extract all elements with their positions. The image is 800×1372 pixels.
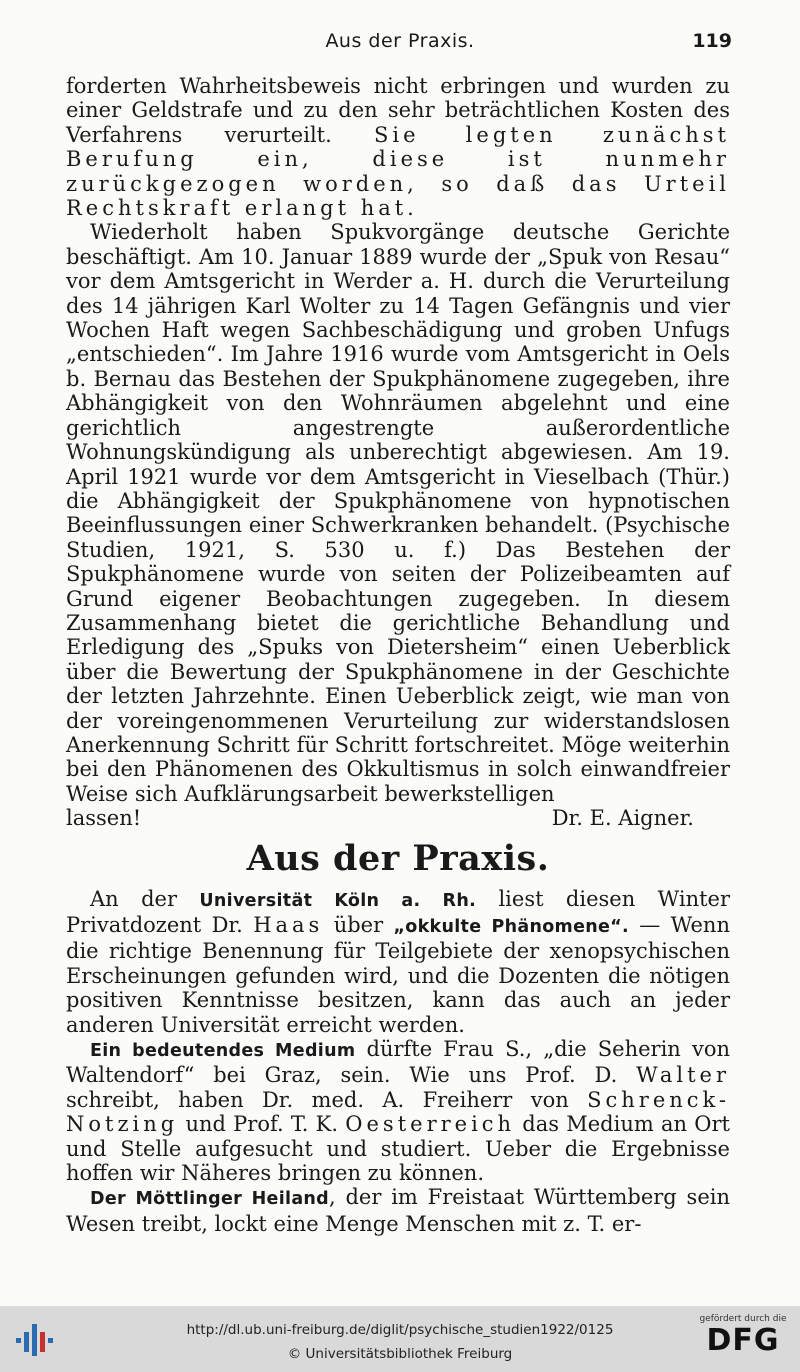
- paragraph-1: [66, 74, 730, 220]
- item2-name-3: Oesterreich: [345, 1112, 516, 1137]
- page-header: [66, 30, 734, 60]
- dfg-logo: [698, 1314, 788, 1358]
- paragraph-2: [66, 220, 730, 806]
- item1-over: über: [333, 913, 384, 937]
- paragraph-1-spaced-text: Sie legten zunächst Berufung ein, diese ist nunmehr zurückgezogen worden, so daß das Urteil Rechtskraft erlangt hat.: [66, 122, 730, 221]
- copyright-text: © Universitätsbibliothek Freiburg: [287, 1346, 513, 1362]
- item2-lead: Ein bedeutendes Medium: [90, 1041, 356, 1062]
- section-heading: Aus der Praxis.: [246, 837, 550, 879]
- paragraph-2-text: Wiederholt haben Spukvorgänge deutsche Gerichte beschäftigt. Am 10. Januar 1889 wurde der „Spuk von Resau“ vor dem Amtsgericht in Werder a. H. durch die Verurteilung des 14 jährigen Karl Wolter zu 14 Tagen Gefängnis und vier Wochen Haft wegen Sachbeschädigung und groben Unfugs „entschieden“. Im Jahre 1916 wurde vom Amtsgericht in Oels b. Bernau das Bestehen der Spukphänomene zugegeben, ihre Abhängigkeit von den Wohnräumen abgelehnt und eine gerichtlich angestrengte außerordentliche Wohnungskündigung als unberechtigt abgewiesen. Am 19. April 1921 wurde vor dem Amtsgericht in Vieselbach (Thür.) die Abhängigkeit der Spukphänomene von hypnotischen Beeinflussungen einer Schwerkranken behandelt. (Psychische Studien, 1921, S. 530 u. f.) Das Bestehen der Spukphänomene wurde von seiten der Polizeibeamten auf Grund eigener Beobachtungen zugegeben. In diesem Zusammenhang bietet die gerichtliche Behandlung und Erledigung des „Spuks von Dietersheim“ einen Ueberblick über die Bewertung der Spukphänomene in der Geschichte der letzten Jahrzehnte. Einen Ueberblick zeigt, wie man von der voreingenommenen Verurteilung zur widerstandslosen Anerkennung Schritt für Schritt fortschreitet. Möge weiterhin bei den Phänomenen des Okkultismus in solch einwandfreier Weise sich Aufklärungsarbeit bewerkstelligen: [66, 220, 730, 806]
- item1-pre: An der: [90, 886, 177, 911]
- source-link[interactable]: http://dl.ub.uni-freiburg.de/diglit/psychische_studien1922/0125: [186, 1322, 614, 1338]
- signature-line: [66, 806, 730, 830]
- item2-text-1: dürfte Frau S., „die Seherin von Waltendorf“ bei Graz, sein. Wie uns Prof. D.: [66, 1037, 730, 1088]
- item1-mid: liest diesen Winter Privatdozent Dr.: [66, 886, 730, 937]
- page-number: 119: [692, 30, 732, 52]
- body-text: [66, 74, 730, 1236]
- item2-name-1: Walter: [636, 1063, 730, 1088]
- paragraph-2-last-word: lassen!: [66, 806, 142, 831]
- dfg-wordmark: DFG: [706, 1323, 780, 1358]
- item3-text: , der im Freistaat Württemberg sein Wesen treibt, lockt eine Menge Menschen mit z. T. er-: [66, 1185, 730, 1236]
- item2-text-4: das Medium an Ort und Stelle aufgesucht und studiert. Ueber die Ergebnisse hoffen wir Näheres bringen zu können.: [66, 1112, 730, 1186]
- news-item-moettlingen: [66, 1185, 730, 1236]
- news-item-cologne: [66, 887, 730, 1037]
- item1-topic: „okkulte Phänomene“.: [393, 917, 629, 937]
- item1-lead: Universität Köln a. Rh.: [199, 890, 477, 911]
- running-title: Aus der Praxis.: [325, 30, 475, 52]
- footer-bar: [0, 1306, 800, 1372]
- item1-rest: — Wenn die richtige Benennung für Teilgebiete der xenopsychischen Erscheinungen gefunden wird, und die Dozenten die nötigen positiven Kenntnisse besitzen, kann das auch an jeder anderen Universität erreicht werden.: [66, 913, 730, 1037]
- item3-lead: Der Möttlinger Heiland: [90, 1189, 330, 1210]
- news-item-medium: [66, 1037, 730, 1185]
- item2-text-2: schreibt, haben Dr. med. A. Freiherr von: [66, 1087, 569, 1112]
- author-signature: Dr. E. Aigner.: [551, 806, 694, 831]
- item2-text-3: und Prof. T. K.: [185, 1112, 339, 1137]
- dfg-caption: gefördert durch die: [699, 1314, 787, 1324]
- paragraph-1-text: forderten Wahrheitsbeweis nicht erbringen und wurden zu einer Geldstrafe und zu den sehr beträchtlichen Kosten des Verfahrens verurteilt.: [66, 74, 730, 147]
- item1-name: Haas: [253, 913, 324, 937]
- item2-name-2: Schrenck-Notzing: [66, 1087, 730, 1137]
